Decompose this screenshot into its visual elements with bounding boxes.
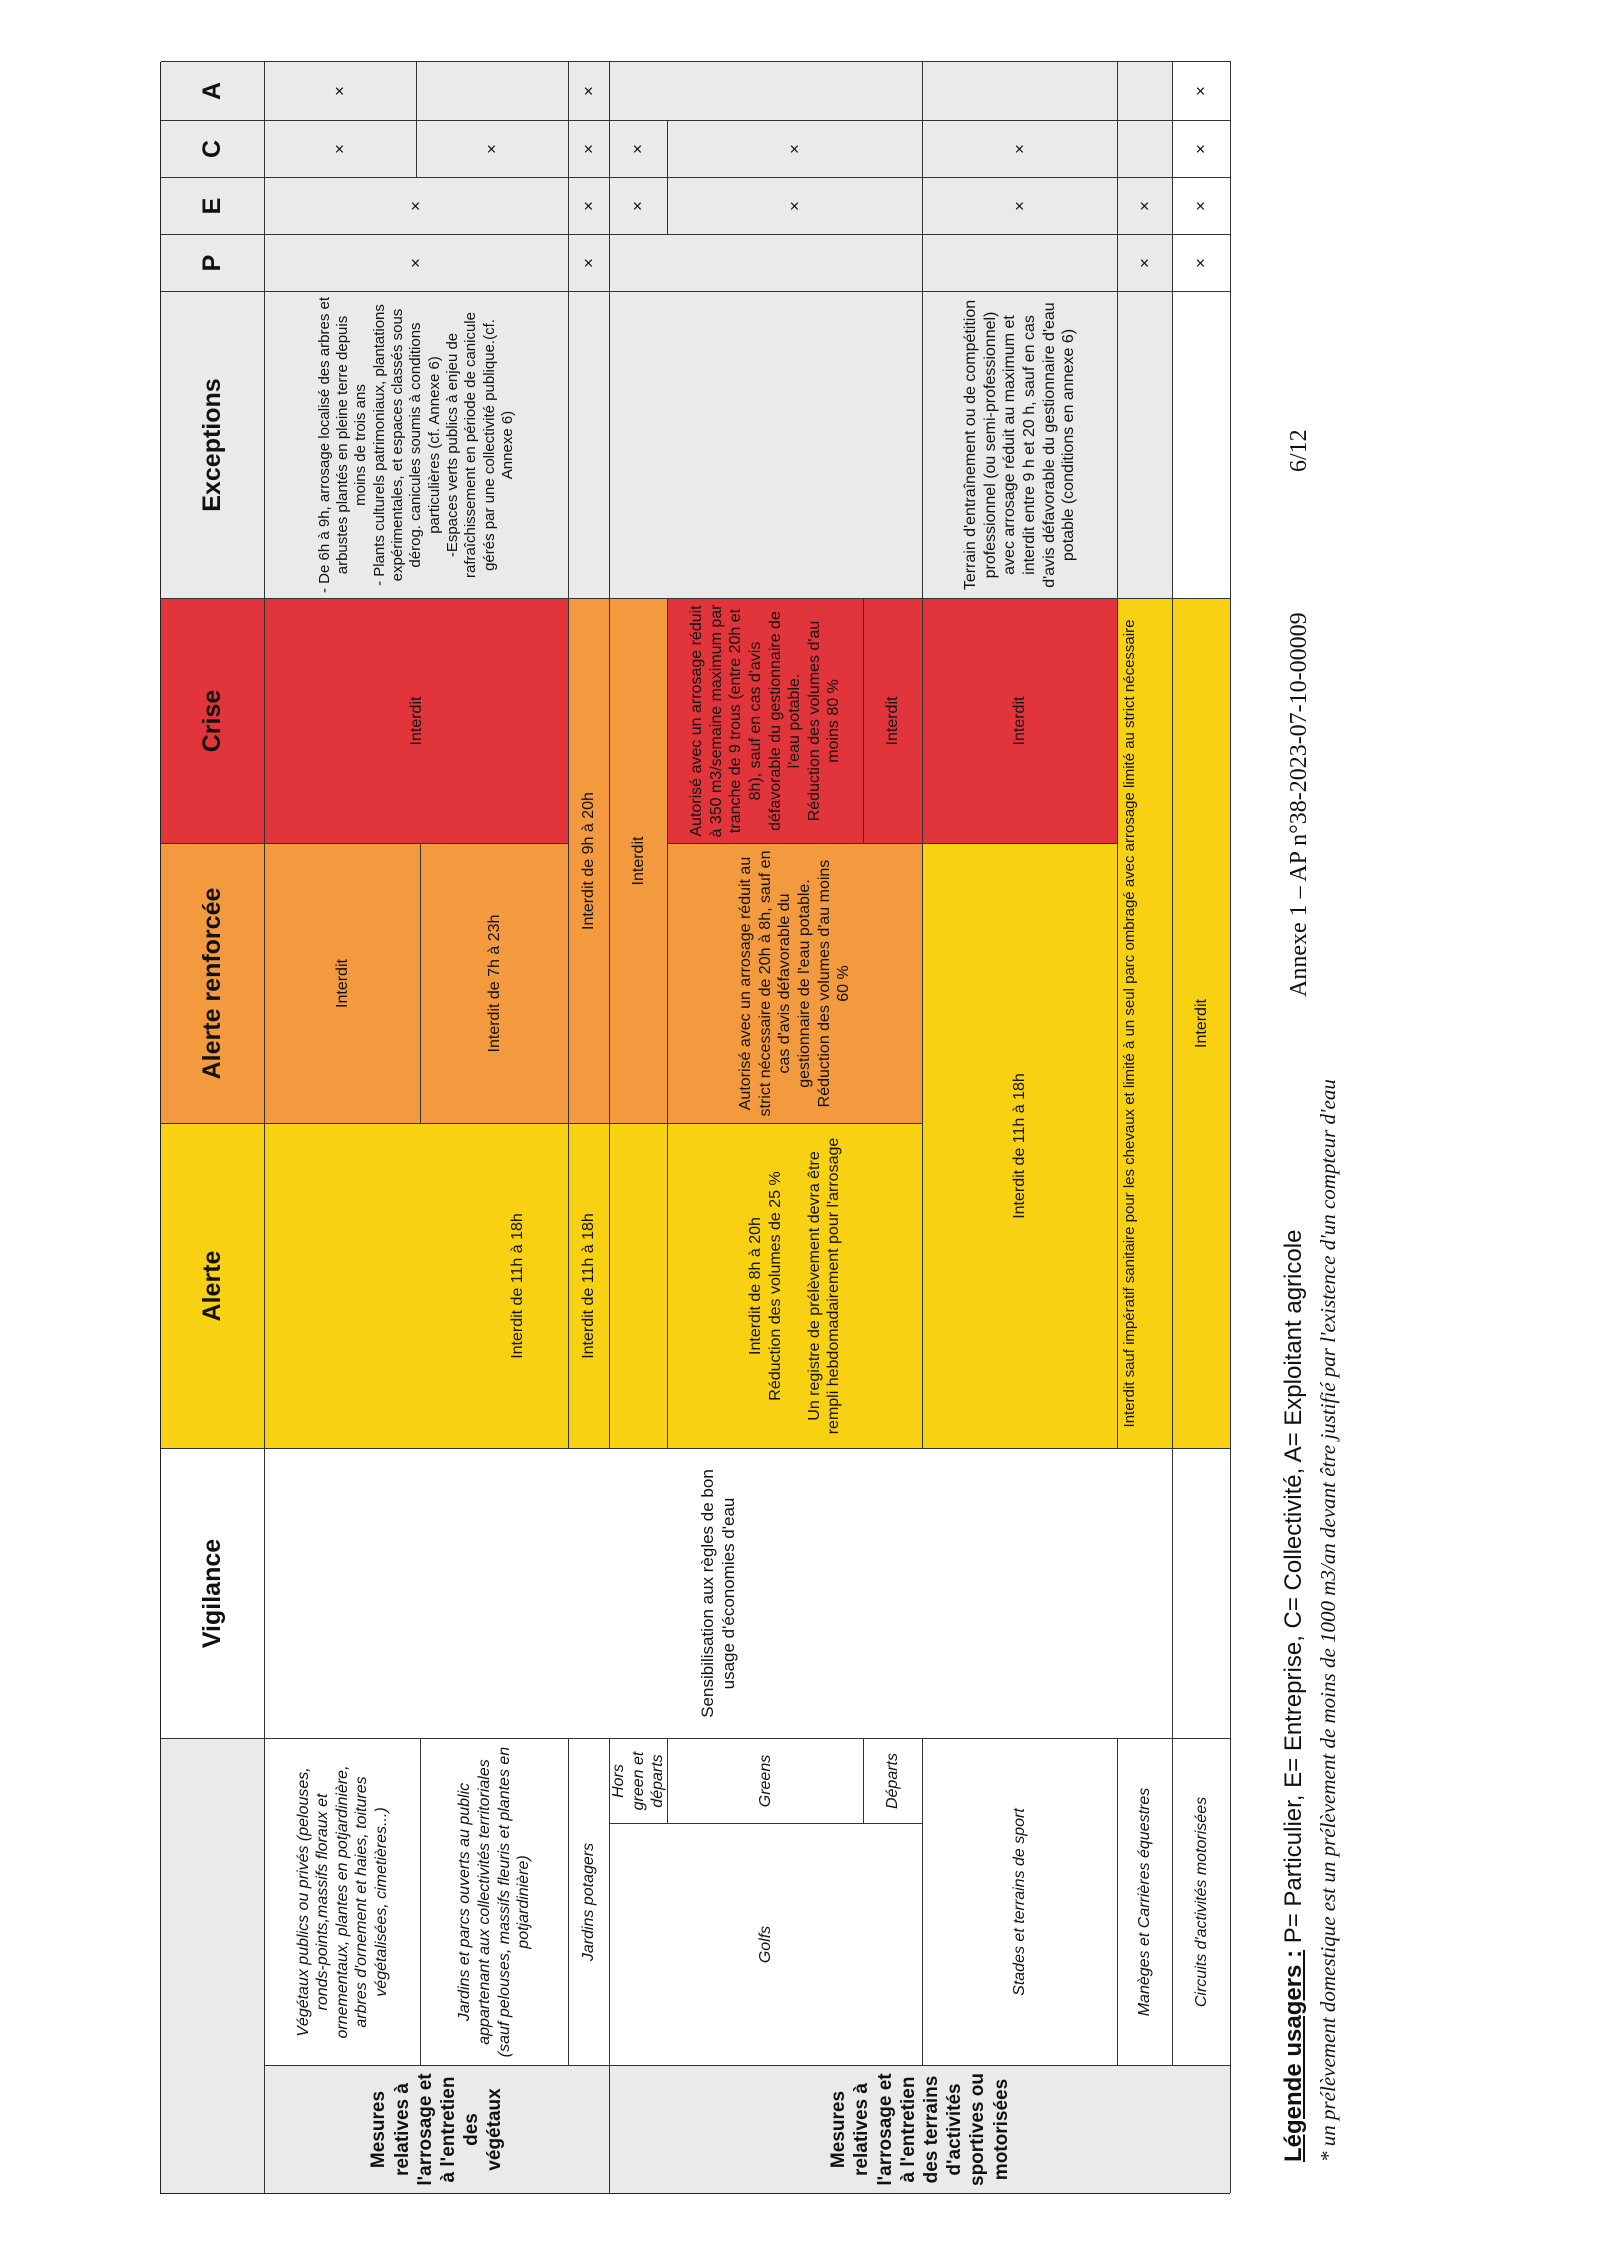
row-maneges-c <box>1118 120 1173 177</box>
row-circuits-c: × <box>1173 120 1231 177</box>
row-vegetaux-a: × <box>265 61 417 120</box>
row-stades-e: × <box>923 177 1118 234</box>
row-jardins-parcs-label: Jardins et parcs ouverts au public appartenant aux collectivités territoriales (sauf pelouses, massifs fleuris et plantes en potjardinière) <box>421 1738 569 2065</box>
row-golfs-hors-alerte-renforcee: Interdit <box>610 598 668 1123</box>
row-vegetaux-c: × <box>265 120 417 177</box>
header-blank <box>161 1738 265 2193</box>
row-jardins-parcs-c: × <box>417 120 569 177</box>
row-potagers-c: × <box>569 120 610 177</box>
legend-text: P= Particulier, E= Entreprise, C= Collectivité, A= Exploitant agricole <box>1280 1229 1307 1950</box>
row-golfs-greens-c: × <box>668 120 923 177</box>
row-jardins-parcs-alerte-renforcee: Interdit de 7h à 23h <box>421 843 569 1123</box>
row-stades-c: × <box>923 120 1118 177</box>
header-alerte: Alerte <box>161 1123 265 1448</box>
row-potagers-alerte-renforcee: Interdit de 9h à 20h <box>569 598 610 1123</box>
legend <box>1280 1230 1308 2162</box>
page-number: 6/12 <box>1286 429 1312 472</box>
row-potagers-alerte: Interdit de 11h à 18h <box>569 1123 610 1448</box>
row-golfs-alerte: Interdit de 8h à 20h Réduction des volumes de 25 % Un registre de prélèvement devra être rempli hebdomadairement pour l'arrosage <box>668 1123 923 1448</box>
header-crise: Crise <box>161 598 265 843</box>
row-circuits-exceptions <box>1173 291 1231 598</box>
row-circuits-vigilance <box>1173 1448 1231 1738</box>
row-golfs-departs-label: Départs <box>864 1738 923 1823</box>
row-potagers-label: Jardins potagers <box>569 1738 610 2065</box>
row-vegetaux-e: × <box>265 177 569 234</box>
row-circuits-label: Circuits d'activités motorisées <box>1173 1738 1231 2065</box>
header-e: E <box>161 177 265 234</box>
row-golfs-label: Golfs <box>610 1823 923 2065</box>
row-golfs-greens-crise: Autorisé avec un arrosage réduit à 350 m3/semaine maximum par tranche de 9 trous (entre 20h et 8h), sauf en cas d'avis défavorable du gestionnaire de l'eau potable. Réduction des volumes d'au moins 80 % <box>668 598 864 843</box>
header-c: C <box>161 120 265 177</box>
restrictions-table <box>160 62 1230 2194</box>
row-golfs-hors-c: × <box>610 120 668 177</box>
row-circuits-e: × <box>1173 177 1231 234</box>
row-circuits-alerte: Interdit <box>1173 598 1231 1448</box>
row-potagers-exceptions <box>569 291 610 598</box>
row-golfs-alerte-renforcee: Autorisé avec un arrosage réduit au strict nécessaire de 20h à 8h, sauf en cas d'avis défavorable du gestionnaire de l'eau potable. Réduction des volumes d'au moins 60 % <box>668 843 923 1123</box>
rows-vegetaux-crise: Interdit <box>265 598 569 843</box>
row-maneges-label: Manèges et Carrières équestres <box>1118 1738 1173 2065</box>
rows-vegetaux-alerte: Interdit de 11h à 18h <box>265 1123 569 1448</box>
row-stades-crise: Interdit <box>923 598 1118 843</box>
row-golfs-hors-alerte <box>610 1123 668 1448</box>
row-vegetaux-p: × <box>265 234 569 291</box>
row-golfs-exceptions <box>610 291 923 598</box>
row-circuits-p: × <box>1173 234 1231 291</box>
row-golfs-greens-label: Greens <box>668 1738 864 1823</box>
row-vegetaux-exceptions: - De 6h à 9h, arrosage localisé des arbres et arbustes plantés en pleine terre depuis moins de trois ans - Plants culturels patrimoniaux, plantations expérimentales, et espaces classés sous dérog. canicules soumis à conditions particulières (cf. Annexe 6) -Espaces verts publics à enjeu de rafraîchissement en période de canicule gérés par une collectivité publique.(cf. Annexe 6) <box>265 291 569 598</box>
vigilance-text: Sensibilisation aux règles de bon usage d'économies d'eau <box>265 1448 1173 1738</box>
row-golfs-p <box>610 234 923 291</box>
row-vegetaux-alerte-renforcee: Interdit <box>265 843 421 1123</box>
row-stades-alerte: Interdit de 11h à 18h <box>923 843 1118 1448</box>
row-vegetaux-label: Végétaux publics ou privés (pelouses, ronds-points,massifs floraux et ornementaux, plantes en potjardinière, arbres d'ornement et haies, toitures végétalisées, cimetières...) <box>265 1738 421 2065</box>
row-stades-exceptions: Terrain d'entraînement ou de compétition professionnel (ou semi-professionnel) avec arrosage réduit au maximum et interdit entre 9 h et 20 h, sauf en cas d'avis défavorable du gestionnaire d'eau potable (conditions en annexe 6) <box>923 291 1118 598</box>
group-sport-label: Mesures relatives à l'arrosage et à l'entretien des terrains d'activités sportives ou motorisées <box>610 2065 1231 2193</box>
row-jardins-parcs-a <box>417 61 569 120</box>
header-alerte-renforcee: Alerte renforcée <box>161 843 265 1123</box>
row-potagers-e: × <box>569 177 610 234</box>
row-golfs-hors-label: Hors green et départs <box>610 1738 668 1823</box>
legend-title: Légende usagers : <box>1280 1949 1307 2162</box>
row-maneges-e: × <box>1118 177 1173 234</box>
row-golfs-greens-e: × <box>668 177 923 234</box>
header-p: P <box>161 234 265 291</box>
row-maneges-p: × <box>1118 234 1173 291</box>
row-stades-a <box>923 61 1118 120</box>
row-golfs-a <box>610 61 923 120</box>
row-potagers-a: × <box>569 61 610 120</box>
header-exceptions: Exceptions <box>161 291 265 598</box>
row-circuits-a: × <box>1173 61 1231 120</box>
row-golfs-departs-crise: Interdit <box>864 598 923 843</box>
row-stades-p <box>923 234 1118 291</box>
row-maneges-a <box>1118 61 1173 120</box>
row-maneges-alerte-text: Interdit sauf impératif sanitaire pour les chevaux et limité à un seul parc ombragé avec arrosage limité au strict nécessaire <box>1118 598 1173 1448</box>
annex-reference: Annexe 1 – AP n°38-2023-07-10-00009 <box>1286 612 1312 997</box>
row-potagers-p: × <box>569 234 610 291</box>
header-a: A <box>161 61 265 120</box>
header-vigilance: Vigilance <box>161 1448 265 1738</box>
footnote: * un prélèvement domestique est un prélèvement de moins de 1000 m3/an devant être justifié par l'existence d'un compteur d'eau <box>1316 1079 1340 2162</box>
row-golfs-hors-e: × <box>610 177 668 234</box>
row-maneges-exceptions <box>1118 291 1173 598</box>
group-vegetaux-label: Mesures relatives à l'arrosage et à l'entretien des végétaux <box>265 2065 610 2193</box>
row-stades-label: Stades et terrains de sport <box>923 1738 1118 2065</box>
